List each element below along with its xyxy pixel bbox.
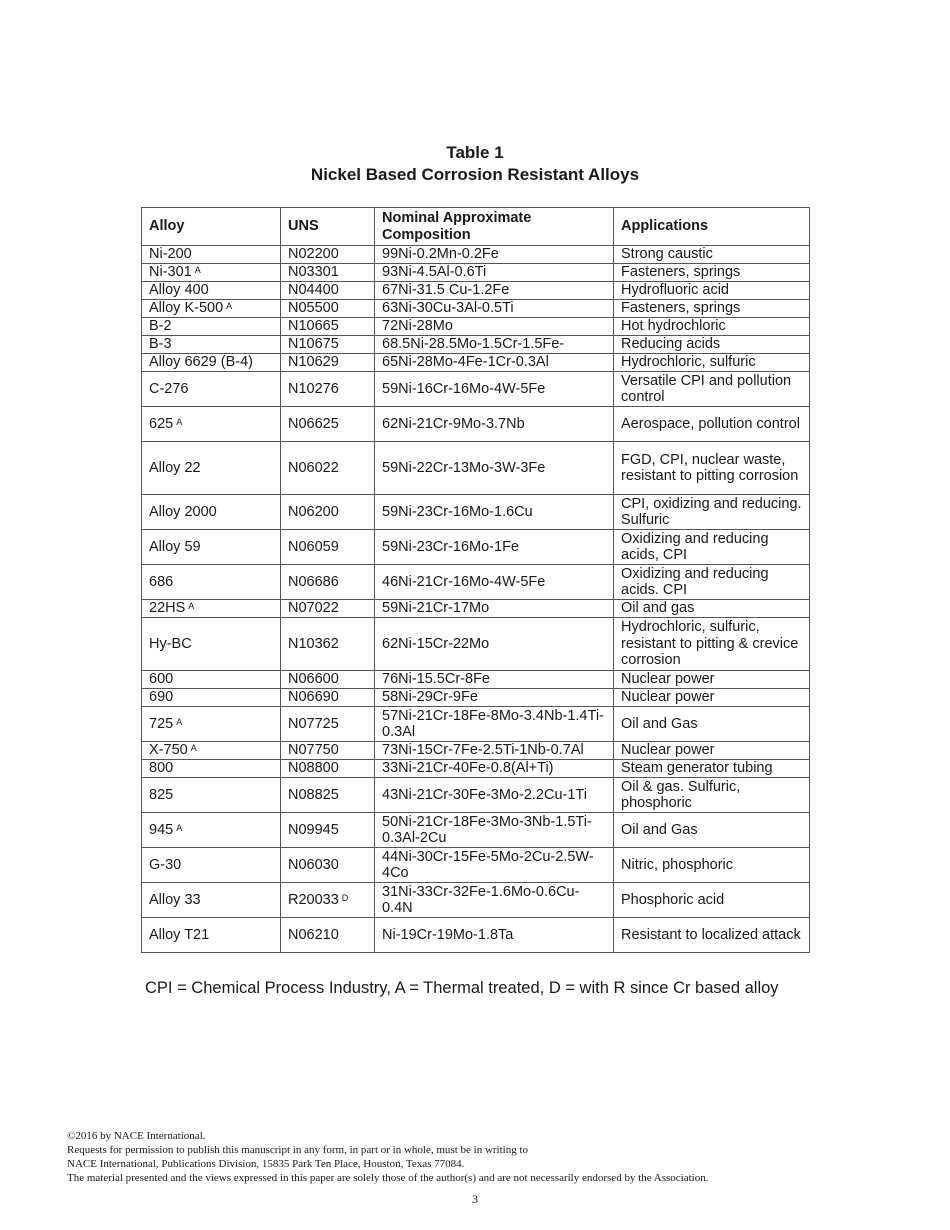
- cell-applications: Nuclear power: [614, 742, 810, 760]
- cell-applications: Oil and Gas: [614, 813, 810, 848]
- cell-alloy: Alloy 2000: [142, 495, 281, 530]
- cell-uns: N06690: [281, 689, 375, 707]
- cell-applications: Steam generator tubing: [614, 760, 810, 778]
- cell-alloy: Hy-BC: [142, 618, 281, 671]
- cell-alloy: 600: [142, 671, 281, 689]
- footnote-marker: A: [176, 822, 183, 833]
- cell-alloy: 945 $^A$: [142, 813, 281, 848]
- cell-uns: N10675: [281, 336, 375, 354]
- cell-uns: N10629: [281, 354, 375, 372]
- cell-composition: 72Ni-28Mo: [375, 318, 614, 336]
- table-row: [142, 742, 810, 760]
- cell-alloy: Alloy 59: [142, 530, 281, 565]
- table-row: [142, 883, 810, 918]
- header-alloy: Alloy: [142, 208, 281, 246]
- cell-uns: N03301: [281, 264, 375, 282]
- cell-applications: Phosphoric acid: [614, 883, 810, 918]
- cell-alloy: 825: [142, 778, 281, 813]
- cell-applications: Nuclear power: [614, 671, 810, 689]
- table-footnote: CPI = Chemical Process Industry, A = Thermal treated, D = with R since Cr based alloy: [145, 979, 779, 997]
- cell-uns: N05500: [281, 300, 375, 318]
- cell-applications: Strong caustic: [614, 246, 810, 264]
- cell-uns: N06210: [281, 918, 375, 953]
- cell-composition: 59Ni-22Cr-13Mo-3W-3Fe: [375, 442, 614, 495]
- cell-applications: Fasteners, springs: [614, 264, 810, 282]
- cell-applications: Hydrochloric, sulfuric, resistant to pitting & crevice corrosion: [614, 618, 810, 671]
- footnote-marker: D: [341, 892, 349, 903]
- cell-uns: N10665: [281, 318, 375, 336]
- cell-applications: Hydrofluoric acid: [614, 282, 810, 300]
- footnote-marker: A: [226, 301, 233, 312]
- cell-alloy: 22HS $^A$: [142, 600, 281, 618]
- cell-applications: CPI, oxidizing and reducing. Sulfuric: [614, 495, 810, 530]
- cell-applications: Hydrochloric, sulfuric: [614, 354, 810, 372]
- cell-applications: Nuclear power: [614, 689, 810, 707]
- table-row: [142, 760, 810, 778]
- cell-uns: R20033 $^D$: [281, 883, 375, 918]
- table-row: [142, 354, 810, 372]
- cell-composition: 31Ni-33Cr-32Fe-1.6Mo-0.6Cu-0.4N: [375, 883, 614, 918]
- cell-composition: 59Ni-23Cr-16Mo-1.6Cu: [375, 495, 614, 530]
- cell-composition: 63Ni-30Cu-3Al-0.5Ti: [375, 300, 614, 318]
- table-row: [142, 671, 810, 689]
- cell-alloy: X-750 $^A$: [142, 742, 281, 760]
- cell-alloy: Alloy 22: [142, 442, 281, 495]
- cell-alloy: Alloy T21: [142, 918, 281, 953]
- table-row: [142, 495, 810, 530]
- page-number: 3: [472, 1192, 478, 1206]
- cell-composition: 62Ni-21Cr-9Mo-3.7Nb: [375, 407, 614, 442]
- header-uns: UNS: [281, 208, 375, 246]
- footnote-marker: A: [190, 743, 197, 754]
- cell-applications: Hot hydrochloric: [614, 318, 810, 336]
- cell-uns: N06022: [281, 442, 375, 495]
- header-applications: Applications: [614, 208, 810, 246]
- cell-composition: 58Ni-29Cr-9Fe: [375, 689, 614, 707]
- cell-composition: 59Ni-21Cr-17Mo: [375, 600, 614, 618]
- copyright-footer: [67, 1129, 708, 1185]
- cell-alloy: B-2: [142, 318, 281, 336]
- cell-applications: Aerospace, pollution control: [614, 407, 810, 442]
- cell-alloy: Alloy 33: [142, 883, 281, 918]
- cell-alloy: Ni-301 $^A$: [142, 264, 281, 282]
- cell-composition: 46Ni-21Cr-16Mo-4W-5Fe: [375, 565, 614, 600]
- table-row: [142, 336, 810, 354]
- table-title: Table 1: [446, 143, 504, 162]
- cell-uns: N07750: [281, 742, 375, 760]
- cell-uns: N04400: [281, 282, 375, 300]
- cell-composition: 67Ni-31.5 Cu-1.2Fe: [375, 282, 614, 300]
- cell-alloy: 686: [142, 565, 281, 600]
- table-row: [142, 300, 810, 318]
- cell-composition: 93Ni-4.5Al-0.6Ti: [375, 264, 614, 282]
- table-row: [142, 848, 810, 883]
- cell-alloy: 800: [142, 760, 281, 778]
- table-row: [142, 318, 810, 336]
- table-row: [142, 282, 810, 300]
- header-composition: Nominal Approximate Composition: [375, 208, 614, 246]
- cell-uns: N07022: [281, 600, 375, 618]
- cell-composition: 65Ni-28Mo-4Fe-1Cr-0.3Al: [375, 354, 614, 372]
- cell-uns: N06059: [281, 530, 375, 565]
- table-row: [142, 689, 810, 707]
- table-row: [142, 246, 810, 264]
- table-row: [142, 372, 810, 407]
- table-header-row: [142, 208, 810, 246]
- cell-uns: N10276: [281, 372, 375, 407]
- cell-alloy: Alloy 400: [142, 282, 281, 300]
- cell-uns: N07725: [281, 707, 375, 742]
- cell-uns: N08825: [281, 778, 375, 813]
- footer-line: ©2016 by NACE International.: [67, 1130, 206, 1142]
- cell-composition: 73Ni-15Cr-7Fe-2.5Ti-1Nb-0.7Al: [375, 742, 614, 760]
- alloys-table: [141, 207, 810, 953]
- cell-uns: N09945: [281, 813, 375, 848]
- cell-alloy: B-3: [142, 336, 281, 354]
- table-subtitle: Nickel Based Corrosion Resistant Alloys: [310, 165, 640, 184]
- table-row: [142, 918, 810, 953]
- cell-applications: Oxidizing and reducing acids. CPI: [614, 565, 810, 600]
- table-row: [142, 264, 810, 282]
- cell-applications: Oil & gas. Sulfuric, phosphoric: [614, 778, 810, 813]
- cell-uns: N06686: [281, 565, 375, 600]
- cell-composition: Ni-19Cr-19Mo-1.8Ta: [375, 918, 614, 953]
- cell-composition: 68.5Ni-28.5Mo-1.5Cr-1.5Fe-: [375, 336, 614, 354]
- cell-composition: 62Ni-15Cr-22Mo: [375, 618, 614, 671]
- cell-applications: Oxidizing and reducing acids, CPI: [614, 530, 810, 565]
- cell-applications: Nitric, phosphoric: [614, 848, 810, 883]
- table-row: [142, 813, 810, 848]
- table-row: [142, 565, 810, 600]
- footnote-marker: A: [176, 416, 183, 427]
- cell-composition: 50Ni-21Cr-18Fe-3Mo-3Nb-1.5Ti-0.3Al-2Cu: [375, 813, 614, 848]
- footer-line: Requests for permission to publish this manuscript in any form, in part or in whole, must be in writing to: [67, 1144, 529, 1156]
- cell-applications: Versatile CPI and pollution control: [614, 372, 810, 407]
- cell-composition: 33Ni-21Cr-40Fe-0.8(Al+Ti): [375, 760, 614, 778]
- cell-applications: Oil and Gas: [614, 707, 810, 742]
- cell-composition: 57Ni-21Cr-18Fe-8Mo-3.4Nb-1.4Ti-0.3Al: [375, 707, 614, 742]
- cell-uns: N02200: [281, 246, 375, 264]
- cell-composition: 44Ni-30Cr-15Fe-5Mo-2Cu-2.5W-4Co: [375, 848, 614, 883]
- table-body: [142, 246, 810, 953]
- table-row: [142, 778, 810, 813]
- cell-alloy: 625 $^A$: [142, 407, 281, 442]
- cell-applications: Resistant to localized attack: [614, 918, 810, 953]
- table-row: [142, 600, 810, 618]
- table-row: [142, 618, 810, 671]
- cell-alloy: 690: [142, 689, 281, 707]
- cell-uns: N10362: [281, 618, 375, 671]
- cell-alloy: G-30: [142, 848, 281, 883]
- cell-composition: 59Ni-23Cr-16Mo-1Fe: [375, 530, 614, 565]
- cell-uns: N06030: [281, 848, 375, 883]
- cell-composition: 76Ni-15.5Cr-8Fe: [375, 671, 614, 689]
- cell-alloy: Ni-200: [142, 246, 281, 264]
- cell-applications: Reducing acids: [614, 336, 810, 354]
- cell-uns: N06600: [281, 671, 375, 689]
- cell-alloy: C-276: [142, 372, 281, 407]
- cell-composition: 99Ni-0.2Mn-0.2Fe: [375, 246, 614, 264]
- footnote-marker: A: [194, 265, 201, 276]
- footer-line: The material presented and the views expressed in this paper are solely those of the author(s) and are not necessarily endorsed by the Association.: [67, 1172, 709, 1184]
- cell-composition: 43Ni-21Cr-30Fe-3Mo-2.2Cu-1Ti: [375, 778, 614, 813]
- table-row: [142, 707, 810, 742]
- cell-applications: Oil and gas: [614, 600, 810, 618]
- table-row: [142, 530, 810, 565]
- cell-uns: N06200: [281, 495, 375, 530]
- cell-uns: N08800: [281, 760, 375, 778]
- cell-uns: N06625: [281, 407, 375, 442]
- footnote-marker: A: [176, 716, 183, 727]
- cell-alloy: Alloy K-500 $^A$: [142, 300, 281, 318]
- footer-line: NACE International, Publications Division, 15835 Park Ten Place, Houston, Texas 77084.: [67, 1158, 465, 1170]
- cell-alloy: Alloy 6629 (B-4): [142, 354, 281, 372]
- table-row: [142, 442, 810, 495]
- cell-applications: Fasteners, springs: [614, 300, 810, 318]
- cell-composition: 59Ni-16Cr-16Mo-4W-5Fe: [375, 372, 614, 407]
- cell-applications: FGD, CPI, nuclear waste, resistant to pitting corrosion: [614, 442, 810, 495]
- cell-alloy: 725 $^A$: [142, 707, 281, 742]
- table-row: [142, 407, 810, 442]
- footnote-marker: A: [188, 601, 195, 612]
